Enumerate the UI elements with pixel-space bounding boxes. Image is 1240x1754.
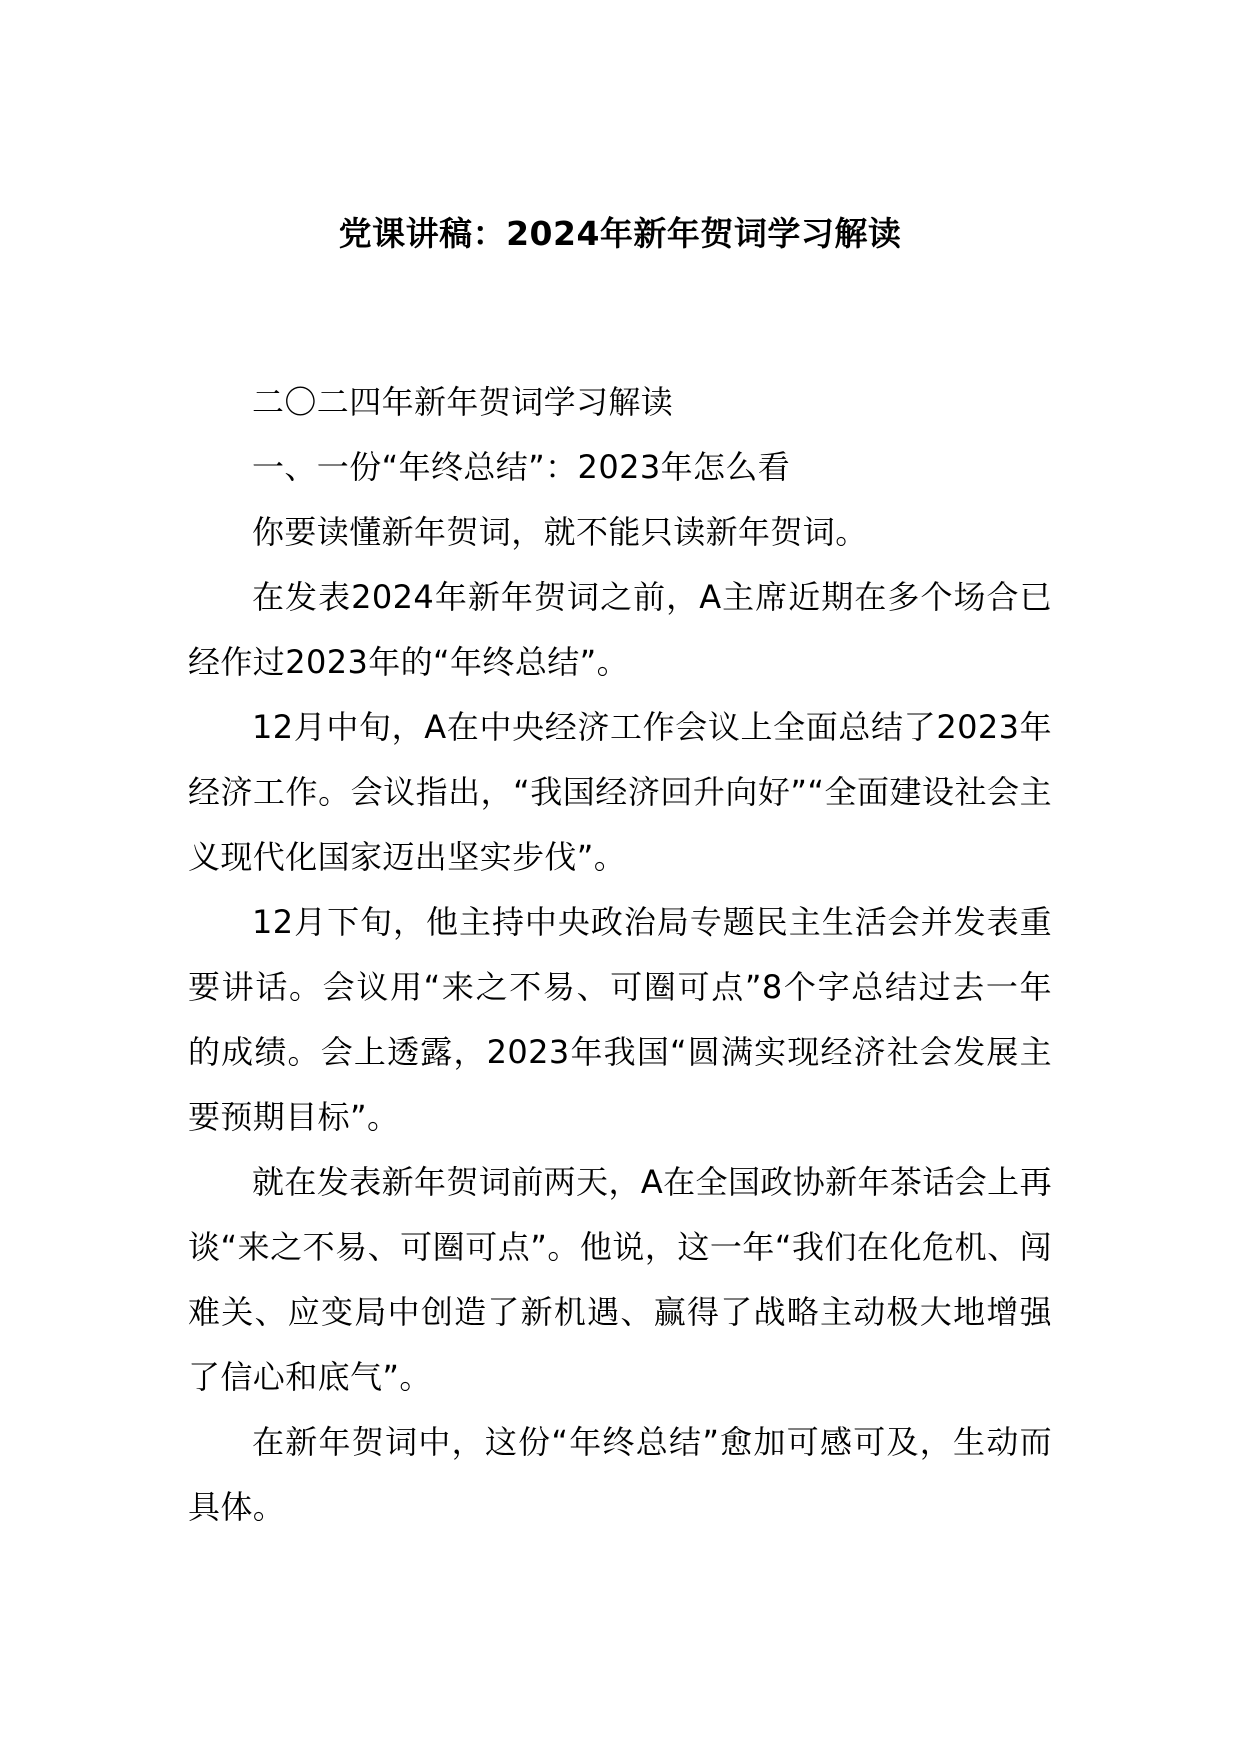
page-title: 党课讲稿：2024年新年贺词学习解读 — [338, 214, 902, 253]
paragraph-heading: 二〇二四年新年贺词学习解读 — [252, 383, 674, 421]
paragraph-section-heading: 一、一份“年终总结”：2023年怎么看 — [252, 448, 791, 486]
paragraph: 12月中旬，A在中央经济工作会议上全面总结了2023年经济工作。会议指出，“我国经济回升向好”“全面建设社会主义现代化国家迈出坚实步伐”。 — [188, 708, 1052, 876]
paragraph: 就在发表新年贺词前两天，A在全国政协新年茶话会上再谈“来之不易、可圈可点”。他说，这一年“我们在化危机、闯难关、应变局中创造了新机遇、赢得了战略主动极大地增强了信心和底气”。 — [188, 1163, 1052, 1396]
document-body — [188, 370, 1052, 1540]
paragraph: 12月下旬，他主持中央政治局专题民主生活会并发表重要讲话。会议用“来之不易、可圈可点”8个字总结过去一年的成绩。会上透露，2023年我国“圆满实现经济社会发展主要预期目标”。 — [188, 903, 1052, 1136]
paragraph: 你要读懂新年贺词，就不能只读新年贺词。 — [252, 513, 868, 551]
paragraph: 在发表2024年新年贺词之前，A主席近期在多个场合已经作过2023年的“年终总结”。 — [188, 578, 1052, 681]
paragraph: 在新年贺词中，这份“年终总结”愈加可感可及，生动而具体。 — [188, 1423, 1052, 1526]
